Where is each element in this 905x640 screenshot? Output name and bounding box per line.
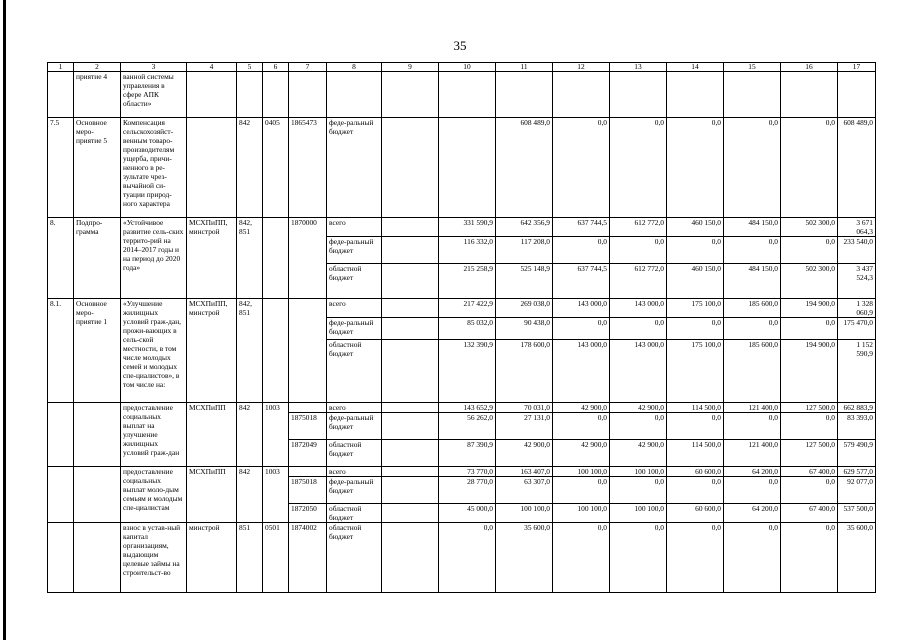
amount-cell: 45 000,0: [439, 504, 496, 523]
column-number: 10: [439, 63, 496, 72]
column-number: 17: [838, 63, 876, 72]
column-number: 16: [781, 63, 838, 72]
amount-cell: 0,0: [781, 413, 838, 440]
cell: [382, 413, 439, 440]
amount-cell: 3 671 064,3: [838, 218, 876, 237]
code-rzpr: 0405: [263, 118, 289, 218]
amount-cell: 608 489,0: [838, 118, 876, 218]
amount-cell: 163 407,0: [496, 467, 553, 477]
funding-source: феде-ральный бюджет: [327, 477, 382, 504]
amount-cell: 92 077,0: [838, 477, 876, 504]
column-number: 4: [187, 63, 237, 72]
amount-cell: 100 100,0: [610, 504, 667, 523]
code-csr: 1872050: [289, 504, 327, 523]
amount-cell: 143 000,0: [553, 299, 610, 318]
amount-cell: 0,0: [610, 477, 667, 504]
amount-cell: 121 400,0: [724, 440, 781, 467]
amount-cell: 127 500,0: [781, 440, 838, 467]
event-description: предоставление социальных выплат на улучшение жилищных условий граж-дан: [121, 403, 187, 467]
amount-cell: 0,0: [667, 318, 724, 340]
cell: [382, 504, 439, 523]
amount-cell: 83 393,0: [838, 413, 876, 440]
amount-cell: 0,0: [781, 237, 838, 264]
amount-cell: 629 577,0: [838, 467, 876, 477]
amount-cell: 175 100,0: [667, 299, 724, 318]
table-row: [48, 523, 876, 593]
amount-cell: 0,0: [553, 118, 610, 218]
funding-source: феде-ральный бюджет: [327, 318, 382, 340]
amount-cell: 233 540,0: [838, 237, 876, 264]
code-grbs: 851: [237, 523, 263, 593]
table-row: [48, 467, 876, 477]
funding-source: областной бюджет: [327, 340, 382, 403]
cell: [382, 237, 439, 264]
funding-source: областной бюджет: [327, 264, 382, 299]
column-number: 15: [724, 63, 781, 72]
amount-cell: 56 262,0: [439, 413, 496, 440]
amount-cell: 70 031,0: [496, 403, 553, 413]
amount-cell: 60 600,0: [667, 467, 724, 477]
amount-cell: 637 744,5: [553, 218, 610, 237]
amount-cell: 0,0: [553, 413, 610, 440]
amount-cell: 0,0: [610, 237, 667, 264]
amount-cell: 0,0: [667, 477, 724, 504]
amount-cell: 100 100,0: [553, 467, 610, 477]
table-row: [48, 218, 876, 237]
cell: [48, 72, 74, 118]
funding-source: феде-ральный бюджет: [327, 413, 382, 440]
code-csr: 1875018: [289, 477, 327, 504]
cell: [382, 440, 439, 467]
code-grbs: 842, 851: [237, 218, 263, 299]
amount-cell: 85 032,0: [439, 318, 496, 340]
code-csr: 1875018: [289, 413, 327, 440]
event-name: приятие 4: [74, 72, 121, 118]
executor: МСХПиПП: [187, 403, 237, 467]
amount-cell: 0,0: [610, 118, 667, 218]
code-grbs: 842: [237, 467, 263, 523]
funding-source: областной бюджет: [327, 523, 382, 593]
cell: [382, 403, 439, 413]
amount-cell: 185 600,0: [724, 299, 781, 318]
amount-cell: 608 489,0: [496, 118, 553, 218]
amount-cell: 194 900,0: [781, 299, 838, 318]
event-name: Основное меро-приятие 1: [74, 299, 121, 403]
amount-cell: 42 900,0: [553, 440, 610, 467]
amount-cell: 114 500,0: [667, 403, 724, 413]
amount-cell: 0,0: [667, 237, 724, 264]
executor: МСХПиПП, минстрой: [187, 218, 237, 299]
amount-cell: 0,0: [781, 318, 838, 340]
amount-cell: 35 600,0: [838, 523, 876, 593]
amount-cell: 537 500,0: [838, 504, 876, 523]
amount-cell: 42 900,0: [610, 403, 667, 413]
amount-cell: 0,0: [781, 523, 838, 593]
funding-source: всего: [327, 299, 382, 318]
column-number: 6: [263, 63, 289, 72]
amount-cell: 42 900,0: [610, 440, 667, 467]
event-description: «Устойчивое развитие сель-ских террито-рий на 2014–2017 годы и на период до 2020 года»: [121, 218, 187, 299]
amount-cell: 502 300,0: [781, 264, 838, 299]
amount-cell: 194 900,0: [781, 340, 838, 403]
amount-cell: 331 590,9: [439, 218, 496, 237]
amount-cell: 127 500,0: [781, 403, 838, 413]
header-row: [48, 63, 876, 72]
page-number: 35: [453, 38, 467, 53]
code-csr: 1870000: [289, 218, 327, 299]
table-row: [48, 299, 876, 318]
executor: минстрой: [187, 523, 237, 593]
amount-cell: 0,0: [439, 523, 496, 593]
amount-cell: 185 600,0: [724, 340, 781, 403]
amount-cell: 175 100,0: [667, 340, 724, 403]
amount-cell: 116 332,0: [439, 237, 496, 264]
event-description: «Улучшение жилищных условий граж-дан, прожи-вающих в сель-ской местности, в том числе молодых семей и молодых спе-циалистов», в том числе на:: [121, 299, 187, 403]
cell: [382, 264, 439, 299]
item-number: 8.1.: [48, 299, 74, 403]
amount-cell: 143 652,9: [439, 403, 496, 413]
column-number: 12: [553, 63, 610, 72]
executor: МСХПиПП: [187, 467, 237, 523]
amount-cell: 143 000,0: [610, 299, 667, 318]
amount-cell: 0,0: [667, 118, 724, 218]
amount-cell: 0,0: [781, 118, 838, 218]
column-number: 9: [382, 63, 439, 72]
amount-cell: 73 770,0: [439, 467, 496, 477]
amount-cell: 3 437 524,3: [838, 264, 876, 299]
funding-source: всего: [327, 467, 382, 477]
amount-cell: 42 900,0: [553, 403, 610, 413]
amount-cell: 100 100,0: [610, 467, 667, 477]
amount-cell: 0,0: [667, 523, 724, 593]
column-number: 1: [48, 63, 74, 72]
code-csr: 1874002: [289, 523, 327, 593]
event-name: Основное меро-приятие 5: [74, 118, 121, 218]
amount-cell: 87 390,9: [439, 440, 496, 467]
event-name: Подпро-грамма: [74, 218, 121, 299]
amount-cell: 1 328 060,9: [838, 299, 876, 318]
amount-cell: 35 600,0: [496, 523, 553, 593]
amount-cell: 143 000,0: [610, 340, 667, 403]
amount-cell: 484 150,0: [724, 218, 781, 237]
amount-cell: 100 100,0: [553, 504, 610, 523]
amount-cell: 67 400,0: [781, 504, 838, 523]
amount-cell: 100 100,0: [496, 504, 553, 523]
amount-cell: 0,0: [724, 318, 781, 340]
amount-cell: 215 258,9: [439, 264, 496, 299]
amount-cell: 0,0: [724, 237, 781, 264]
amount-cell: 642 356,9: [496, 218, 553, 237]
amount-cell: 0,0: [724, 523, 781, 593]
budget-table: [47, 62, 876, 593]
amount-cell: 60 600,0: [667, 504, 724, 523]
amount-cell: 132 390,9: [439, 340, 496, 403]
amount-cell: 0,0: [724, 413, 781, 440]
code-grbs: 842: [237, 403, 263, 467]
amount-cell: 1 152 590,9: [838, 340, 876, 403]
amount-cell: 121 400,0: [724, 403, 781, 413]
amount-cell: 63 307,0: [496, 477, 553, 504]
code-rzpr: 0501: [263, 523, 289, 593]
amount-cell: 217 422,9: [439, 299, 496, 318]
code-csr: 1872049: [289, 440, 327, 467]
code-grbs: 842, 851: [237, 299, 263, 403]
amount-cell: 0,0: [610, 413, 667, 440]
amount-cell: 0,0: [553, 477, 610, 504]
amount-cell: 0,0: [553, 237, 610, 264]
event-description: взнос в устав-ный капитал организациям, выдающим целевые займы на строительст-во: [121, 523, 187, 593]
cell: [382, 299, 439, 318]
cell: [382, 218, 439, 237]
amount-cell: 0,0: [781, 477, 838, 504]
event-description: Компенсация сельскохозяйст-венным товаро-производителям ущерба, причи-ненного в ре-зультате чрез-вычайной си-туации природ-ного характера: [121, 118, 187, 218]
amount-cell: 143 000,0: [553, 340, 610, 403]
amount-cell: 0,0: [724, 477, 781, 504]
table-row: [48, 118, 876, 218]
amount-cell: 612 772,0: [610, 218, 667, 237]
amount-cell: 637 744,5: [553, 264, 610, 299]
amount-cell: 0,0: [610, 523, 667, 593]
amount-cell: 484 150,0: [724, 264, 781, 299]
funding-source: всего: [327, 218, 382, 237]
cell: [382, 318, 439, 340]
code-grbs: 842: [237, 118, 263, 218]
executor: МСХПиПП, минстрой: [187, 299, 237, 403]
code-csr: [289, 403, 327, 413]
amount-cell: 0,0: [724, 118, 781, 218]
cell: [382, 340, 439, 403]
column-number: 8: [327, 63, 382, 72]
column-number: 3: [121, 63, 187, 72]
event-description: ванной системы управления в сфере АПК области»: [121, 72, 187, 118]
amount-cell: 90 438,0: [496, 318, 553, 340]
code-rzpr: 1003: [263, 467, 289, 523]
code-csr: 1865473: [289, 118, 327, 218]
table-row: [48, 72, 876, 118]
amount-cell: 612 772,0: [610, 264, 667, 299]
amount-cell: 67 400,0: [781, 467, 838, 477]
amount-cell: 27 131,0: [496, 413, 553, 440]
amount-cell: 460 150,0: [667, 264, 724, 299]
amount-cell: 502 300,0: [781, 218, 838, 237]
column-number: 2: [74, 63, 121, 72]
amount-cell: 175 470,0: [838, 318, 876, 340]
funding-source: феде-ральный бюджет: [327, 118, 382, 218]
column-number: 14: [667, 63, 724, 72]
funding-source: областной бюджет: [327, 504, 382, 523]
page-edge-bar: [3, 0, 6, 640]
cell: [382, 477, 439, 504]
column-number: 7: [289, 63, 327, 72]
cell: [382, 467, 439, 477]
amount-cell: 28 770,0: [439, 477, 496, 504]
column-number: 11: [496, 63, 553, 72]
item-number: 7.5: [48, 118, 74, 218]
event-description: предоставление социальных выплат моло-дым семьям и молодым спе-циалистам: [121, 467, 187, 523]
table-row: [48, 403, 876, 413]
amount-cell: 525 148,9: [496, 264, 553, 299]
funding-source: феде-ральный бюджет: [327, 237, 382, 264]
amount-cell: 0,0: [553, 318, 610, 340]
amount-cell: 64 200,0: [724, 467, 781, 477]
funding-source: всего: [327, 403, 382, 413]
amount-cell: 64 200,0: [724, 504, 781, 523]
amount-cell: 178 600,0: [496, 340, 553, 403]
amount-cell: 460 150,0: [667, 218, 724, 237]
amount-cell: 0,0: [553, 523, 610, 593]
amount-cell: 269 038,0: [496, 299, 553, 318]
amount-cell: 42 900,0: [496, 440, 553, 467]
amount-cell: 114 500,0: [667, 440, 724, 467]
amount-cell: 0,0: [610, 318, 667, 340]
amount-cell: 117 208,0: [496, 237, 553, 264]
amount-cell: 0,0: [667, 413, 724, 440]
amount-cell: 579 490,9: [838, 440, 876, 467]
amount-cell: 662 883,9: [838, 403, 876, 413]
column-number: 5: [237, 63, 263, 72]
code-rzpr: 1003: [263, 403, 289, 467]
funding-source: областной бюджет: [327, 440, 382, 467]
item-number: 8.: [48, 218, 74, 299]
code-csr: [289, 467, 327, 477]
column-number: 13: [610, 63, 667, 72]
